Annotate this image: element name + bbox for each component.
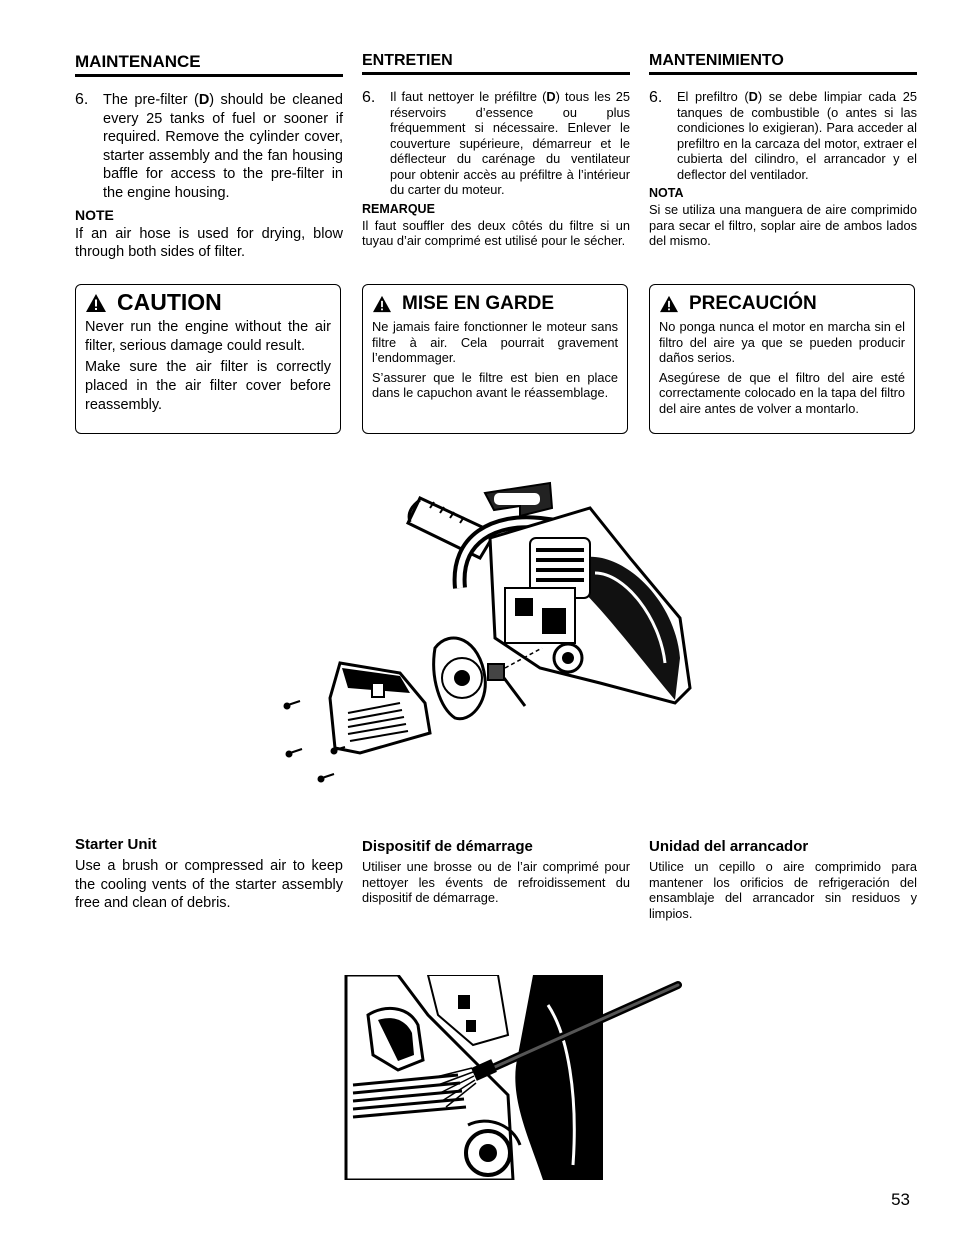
caution-text-1-fr: Ne jamais faire fonctionner le moteur sans filtre à air. Cela pourrait gravement l’endommager.: [372, 319, 618, 365]
starter-unit-text-fr: Utiliser une brosse ou de l’air comprimé pour nettoyer les évents de refroidissement du dispositif de démarrage.: [362, 859, 630, 905]
step-6-en: [75, 91, 343, 203]
maintenance-column-fr: [362, 52, 630, 249]
chainsaw-exploded-illustration: [280, 478, 700, 798]
caution-box-es: [649, 284, 915, 434]
warning-triangle-icon: [372, 295, 392, 313]
caution-text-2-en: Make sure the air filter is correctly placed in the air filter cover before reassembly.: [85, 359, 331, 413]
section-heading-en: MAINTENANCE: [75, 52, 343, 77]
starter-unit-text-en: Use a brush or compressed air to keep the cooling vents of the starter assembly free and clean of debris.: [75, 858, 343, 912]
starter-unit-title-fr: Dispositif de démarrage: [362, 838, 533, 855]
warning-triangle-icon: [85, 293, 107, 313]
section-heading-es: MANTENIMIENTO: [649, 52, 917, 75]
starter-unit-section-en: [75, 836, 343, 913]
maintenance-column-en: [75, 52, 343, 262]
caution-box-en: [75, 284, 341, 434]
note-text-es: Si se utiliza una manguera de aire comprimido para secar el filtro, soplar aire de ambos lados del mismo.: [649, 202, 917, 248]
caution-title-es: PRECAUCIÓN: [659, 293, 905, 315]
note-text-fr: Il faut souffler des deux côtés du filtre si un tuyau d’air comprimé est utilisé pour le sécher.: [362, 217, 630, 248]
starter-unit-title-es: Unidad del arrancador: [649, 838, 809, 855]
note-title-fr: REMARQUE: [362, 201, 435, 216]
starter-unit-section-fr: [362, 836, 630, 906]
note-title-es: NOTA: [649, 186, 684, 200]
brush-cleaning-illustration: [338, 975, 683, 1180]
caution-title-en: CAUTION: [85, 289, 331, 316]
caution-text-2-es: Asegúrese de que el filtro del aire esté correctamente colocado en la tapa del filtro del aire antes de volver a montarlo.: [659, 369, 905, 416]
step-6-es: [649, 89, 917, 182]
caution-text-1-en: Never run the engine without the air filter, serious damage could result.: [85, 319, 331, 354]
step-6-fr: [362, 89, 630, 198]
step-text: El prefiltro (D) se debe limpiar cada 25 tanques de combustible (o antes si las condiciones lo exigieran). Para acceder al prefiltro en la carcaza del motor, extraer el cubierta del cilindro, el arrancador y el deflector del ventilador.: [677, 89, 917, 182]
step-number: 6.: [362, 89, 376, 106]
maintenance-column-es: [649, 52, 917, 249]
step-text: The pre-filter (D) should be cleaned every 25 tanks of fuel or sooner if required. Remove the cylinder cover, starter assembly and the fan housing baffle for access to the pre-filter in the engine housing.: [103, 92, 343, 201]
caution-box-fr: [362, 284, 628, 434]
caution-title-fr: MISE EN GARDE: [372, 293, 618, 315]
section-heading-fr: ENTRETIEN: [362, 52, 630, 75]
step-text: Il faut nettoyer le préfiltre (D) tous les 25 réservoirs d’essence ou plus fréquemment si nécessaire. Enlever le couverture supérieure, démarreur et le déflecteur du carénage du ventilateur pour obtenir accès au préfiltre à l’intérieur du carter du moteur.: [390, 89, 630, 197]
starter-unit-title-en: Starter Unit: [75, 836, 157, 853]
warning-triangle-icon: [659, 295, 679, 313]
caution-text-1-es: No ponga nunca el motor en marcha sin el filtro del aire ya que se pueden producir daños serios.: [659, 319, 905, 365]
note-title-en: NOTE: [75, 206, 114, 223]
caution-text-2-fr: S’assurer que le filtre est bien en place dans le capuchon avant le réassemblage.: [372, 369, 618, 400]
step-number: 6.: [75, 91, 89, 108]
starter-unit-text-es: Utilice un cepillo o aire comprimido para mantener los orificios de refrigeración del ensamblaje del arrancador sin residuos y limpios.: [649, 859, 917, 921]
page-number: 53: [891, 1190, 910, 1209]
starter-unit-section-es: [649, 836, 917, 921]
step-number: 6.: [649, 89, 663, 106]
note-text-en: If an air hose is used for drying, blow through both sides of filter.: [75, 225, 343, 261]
